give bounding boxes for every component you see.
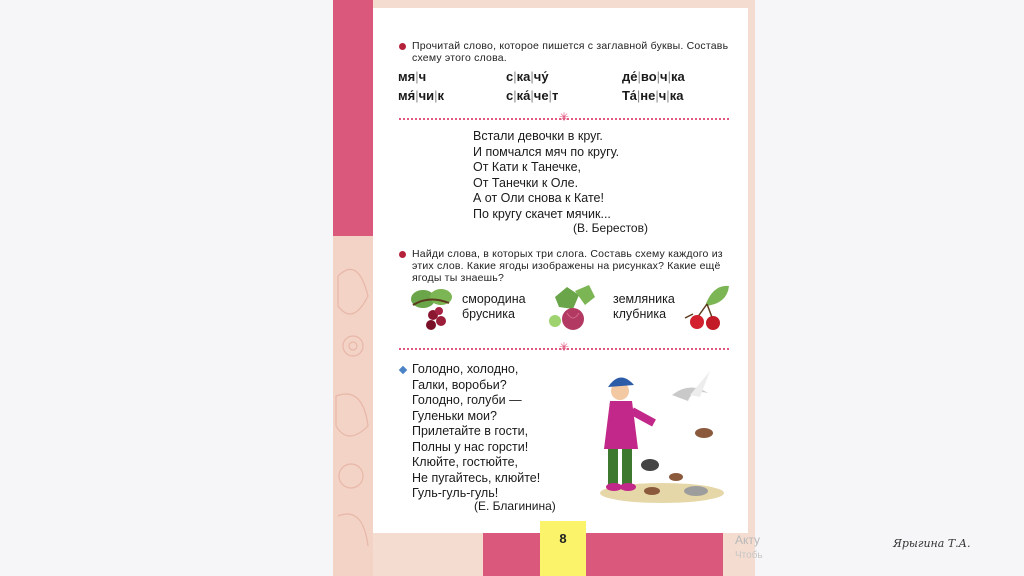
poem2	[412, 362, 540, 502]
poem1-line: От Танечки к Оле.	[473, 175, 579, 190]
child-feeding-birds-illustration	[592, 365, 732, 505]
poem1	[473, 129, 619, 222]
star-ornament: ✳	[559, 110, 570, 124]
poem2-line: Гуль-гуль-гуль!	[412, 486, 499, 500]
poem1-line: Встали девочки в круг.	[473, 129, 603, 143]
poem2-line: Прилетайте в гости,	[412, 424, 529, 438]
word-devochka: де́|во|ч|ка	[622, 69, 685, 84]
task-bullet	[399, 43, 406, 50]
star-ornament: ✳	[559, 340, 570, 354]
gooseberry-illustration	[545, 283, 597, 333]
berry-name: смородина	[462, 292, 526, 306]
author-credit: Ярыгина Т.А.	[893, 537, 971, 550]
word-skachet: с|ка́|че|т	[506, 88, 559, 103]
word-myachik: мя́|чи|к	[398, 88, 445, 103]
poem1-line: А от Оли снова к Кате!	[473, 191, 604, 205]
task-bullet	[399, 251, 406, 258]
berry-name: брусника	[462, 307, 515, 321]
poem2-line: Клюйте, гостюйте,	[412, 455, 518, 469]
poem2-line: Гуленьки мои?	[412, 408, 497, 423]
poem2-line: Полны у нас горсти!	[412, 439, 529, 454]
poem1-line: По кругу скачет мячик...	[473, 206, 611, 221]
berries-left	[462, 292, 526, 322]
word-tanechka: Та́|не|ч|ка	[622, 88, 684, 103]
berry-name: клубника	[613, 307, 667, 321]
watermark-text: Акту	[735, 533, 761, 547]
page-number: 8	[540, 521, 586, 576]
poem2-line: Не пугайтесь, клюйте!	[412, 470, 541, 485]
berry-name: земляника	[613, 292, 675, 306]
task1-instruction: Прочитай слово, которое пишется с заглавной буквы. Составь схему этого слова.	[412, 40, 729, 64]
poem2-line: Голодно, голуби —	[412, 393, 522, 407]
floral-corner	[333, 236, 373, 576]
currant-illustration	[405, 285, 455, 333]
task2-instruction: Найди слова, в которых три слога. Составь схему каждого из этих слов. Какие ягоды изображены на рисунках? Какие ещё ягоды ты знаешь?	[412, 248, 723, 284]
poem1-line: И помчался мяч по кругу.	[473, 144, 620, 159]
cherry-illustration	[683, 282, 735, 332]
word-skachu: с|ка|чу́	[506, 69, 549, 84]
poem2-line: Голодно, холодно,	[412, 362, 519, 376]
word-myach: мя|ч	[398, 69, 427, 84]
poem1-line: От Кати к Танечке,	[473, 160, 582, 174]
watermark-text: Чтобь	[735, 550, 763, 561]
poem1-author: (В. Берестов)	[573, 221, 648, 235]
poem2-author: (Е. Благинина)	[474, 499, 556, 513]
berries-right	[613, 292, 675, 322]
poem2-line: Галки, воробьи?	[412, 377, 507, 392]
